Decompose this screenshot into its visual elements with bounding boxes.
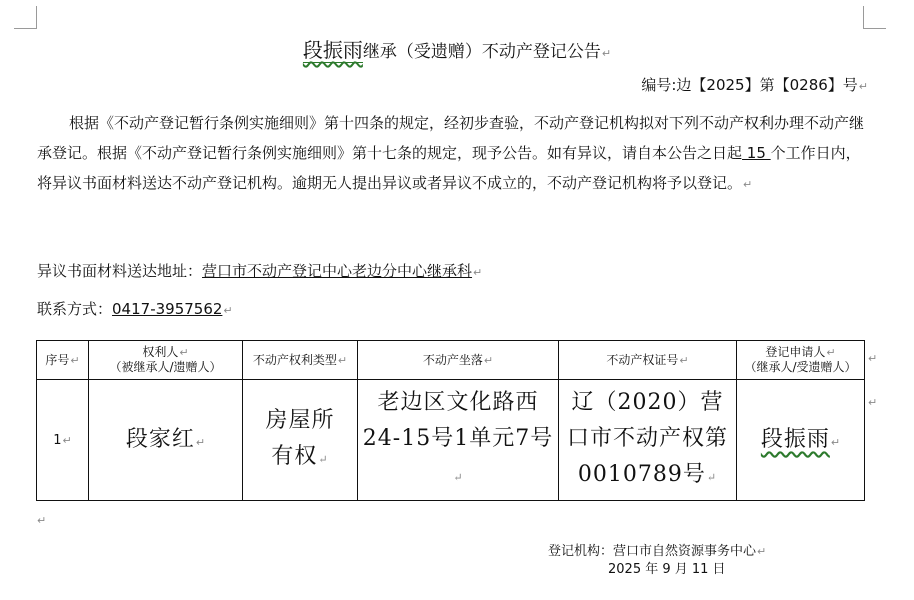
paragraph-mark-icon: ↵ bbox=[743, 178, 753, 191]
row-end-mark-icon: ↵ bbox=[868, 352, 878, 365]
paragraph-mark-icon: ↵ bbox=[37, 514, 47, 527]
paragraph-text-part2: 个工作日内，将异议书面材料送达不动产登记机构。逾期无人提出异议或者异议不成立的，不动产登记机构将予以登记。 bbox=[37, 144, 861, 192]
notice-paragraph bbox=[37, 108, 867, 200]
objection-days: 15 bbox=[742, 144, 771, 162]
paragraph-mark-icon: ↵ bbox=[223, 304, 233, 317]
table-header-row bbox=[37, 341, 865, 380]
document-number-text: 编号:边【2025】第【0286】号 bbox=[641, 76, 858, 94]
paragraph-mark-icon: ↵ bbox=[473, 266, 483, 279]
header-index: 序号↵ bbox=[37, 341, 89, 380]
contact-value: 0417-3957562 bbox=[112, 300, 223, 318]
header-cert-no: 不动产权证号↵ bbox=[559, 341, 737, 380]
header-location: 不动产坐落↵ bbox=[358, 341, 559, 380]
registration-organization: 登记机构：营口市自然资源事务中心↵ bbox=[548, 544, 767, 559]
row-end-mark-icon: ↵ bbox=[868, 396, 878, 409]
header-applicant: 登记申请人↵ （继承人/受遗赠人） bbox=[737, 341, 865, 380]
table-row bbox=[37, 380, 865, 501]
cell-location: 老边区文化路西24-15号1单元7号↵ bbox=[358, 380, 559, 501]
page-corner-mark-top-right bbox=[863, 6, 886, 29]
cell-right-type: 房屋所有权↵ bbox=[243, 380, 358, 501]
cell-index: 1↵ bbox=[37, 380, 89, 501]
cell-applicant: 段振雨↵ bbox=[737, 380, 865, 501]
cell-cert-no: 辽（2020）营口市不动产权第0010789号↵ bbox=[559, 380, 737, 501]
registration-table bbox=[36, 340, 865, 501]
contact-label: 联系方式： bbox=[37, 300, 113, 318]
cell-holder: 段家红↵ bbox=[89, 380, 243, 501]
header-right-type: 不动产权利类型↵ bbox=[243, 341, 358, 380]
notice-title bbox=[0, 34, 914, 63]
paragraph-text-part1: 根据《不动产登记暂行条例实施细则》第十四条的规定，经初步查验，不动产登记机构拟对下列不动产权利办理不动产继承登记。根据《不动产登记暂行条例实施细则》第十七条的规定，现予公告。如有异议，请自本公告之日起 bbox=[37, 114, 865, 162]
page-corner-mark-top-left bbox=[14, 6, 37, 29]
address-value: 营口市不动产登记中心老边分中心继承科 bbox=[202, 262, 473, 280]
address-label: 异议书面材料送达地址： bbox=[37, 262, 203, 280]
paragraph-mark-icon: ↵ bbox=[601, 47, 612, 60]
header-holder: 权利人↵ （被继承人/遗赠人） bbox=[89, 341, 243, 380]
document-number bbox=[641, 74, 868, 95]
title-name: 段振雨 bbox=[302, 38, 363, 62]
title-rest: 继承（受遗赠）不动产登记公告 bbox=[362, 42, 601, 62]
paragraph-mark-icon: ↵ bbox=[858, 80, 868, 93]
notice-date: 2025 年 9 月 11 日 bbox=[608, 562, 726, 577]
objection-address-line bbox=[37, 260, 482, 281]
contact-line bbox=[37, 298, 233, 319]
